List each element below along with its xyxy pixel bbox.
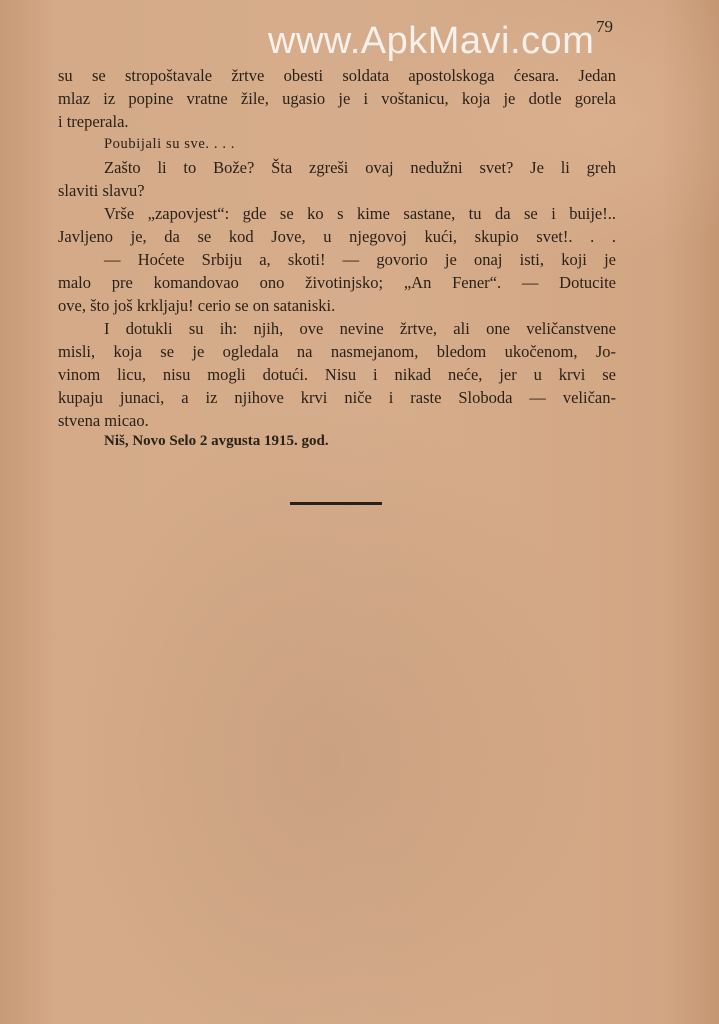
text-line: kupaju junaci, a iz njihove krvi niče i raste Sloboda — veličan- (58, 388, 616, 407)
text-line: i treperala. (58, 112, 129, 131)
text-line: Poubijali su sve. . . . (104, 136, 236, 152)
text-line: slaviti slavu? (58, 181, 145, 200)
text-line: su se stropoštavale žrtve obesti soldata apostolskoga ćesara. Jedan (58, 66, 616, 85)
text-line: misli, koja se je ogledala na nasmejanom, bledom ukočenom, Jo- (58, 342, 616, 361)
text-line: mlaz iz popine vratne žile, ugasio je i voštanicu, koja je dotle gorela (58, 89, 616, 108)
place-date-line: Niš, Novo Selo 2 avgusta 1915. god. (104, 433, 329, 449)
text-line: stvena micao. (58, 411, 149, 430)
text-line: ove, što još krkljaju! cerio se on sataniski. (58, 296, 336, 315)
text-line: Vrše „zapovjest“: gde se ko s kime sastane, tu da se i buije!.. (104, 204, 616, 223)
body-text (58, 64, 616, 432)
text-line: — Hoćete Srbiju a, skoti! — govorio je onaj isti, koji je (104, 250, 616, 269)
text-line: Javljeno je, da se kod Jove, u njegovoj kući, skupio svet!. . . (58, 227, 616, 246)
watermark: www.ApkMavi.com (268, 20, 595, 62)
page-number: 79 (596, 17, 613, 36)
text-line: I dotukli su ih: njih, ove nevine žrtve, ali one veličanstvene (104, 319, 616, 338)
text-line: vinom licu, nisu mogli dotući. Nisu i nikad neće, jer u krvi se (58, 365, 616, 384)
divider (290, 502, 382, 505)
text-line: Zašto li to Bože? Šta zgreši ovaj nedužni svet? Je li greh (104, 158, 616, 177)
text-line: malo pre komandovao ono životinjsko; „An Fener“. — Dotucite (58, 273, 616, 292)
